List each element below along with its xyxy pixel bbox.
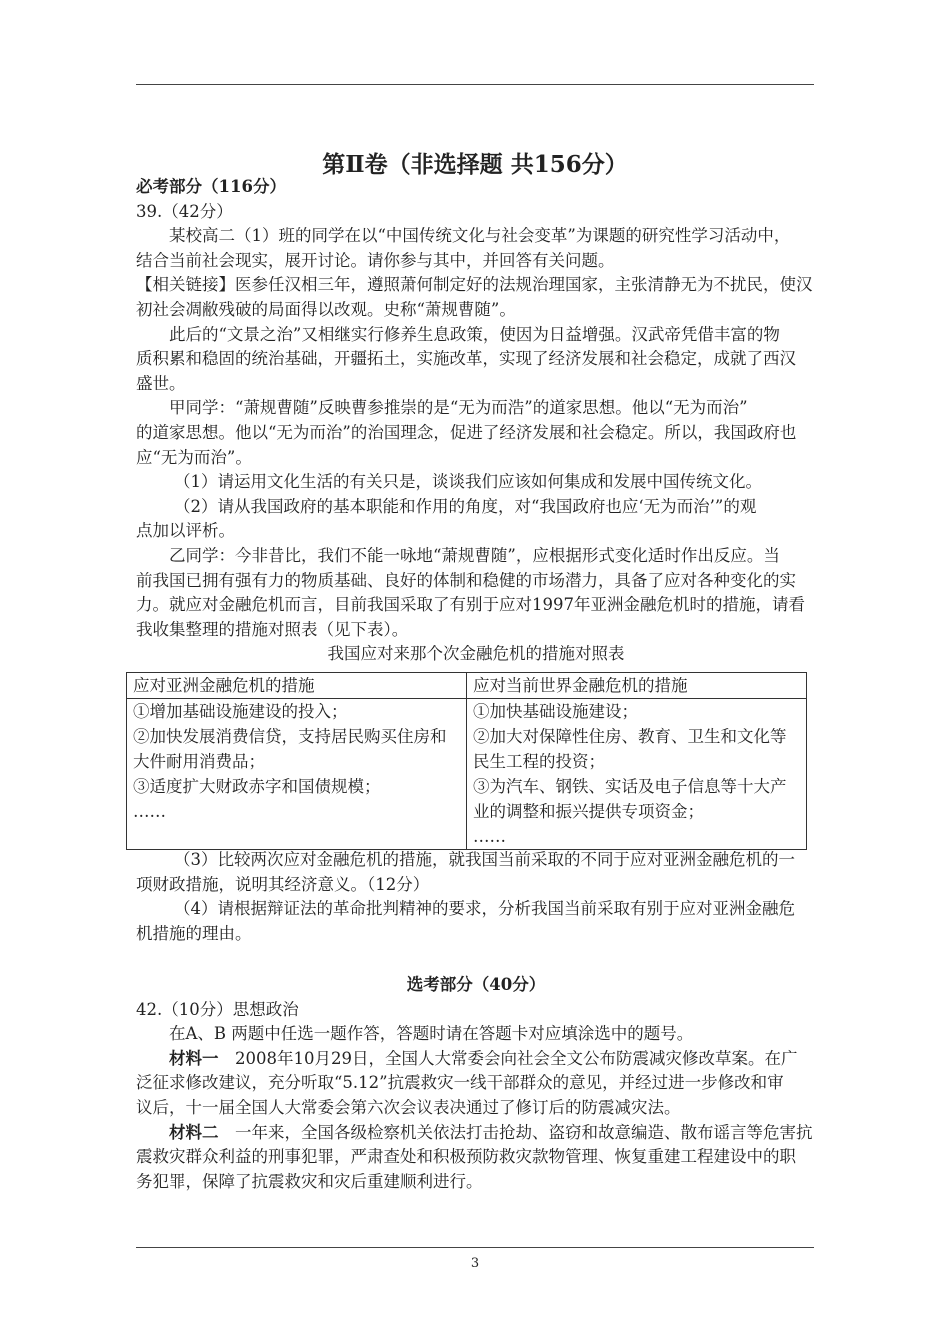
question-39-heading: 39.（42分） <box>136 201 233 221</box>
text-line: 甲同学：“萧规曹随”反映曹参推崇的是“无为而浩”的道家思想。他以“无为而治” <box>169 398 748 418</box>
section-heading: 必考部分（116分） <box>136 177 286 196</box>
page-number: 3 <box>470 1256 480 1271</box>
text-line: 【相关链接】医参任汉相三年，遵照萧何制定好的法规治理国家，主张清静无为不扰民，使汉 <box>136 275 813 295</box>
page-title: 第Ⅱ卷（非选择题 共156分） <box>322 151 628 178</box>
table-cell-asian-crisis <box>127 699 467 850</box>
elective-section <box>136 973 816 1194</box>
table-header <box>127 673 467 699</box>
cell-line: 业的调整和振兴提供专项资金； <box>473 802 704 821</box>
cell-line: …… <box>473 827 506 846</box>
material-1-label: 材料一 <box>169 1048 219 1068</box>
cell-line: ②加大对保障性住房、教育、卫生和文化等 <box>473 727 787 746</box>
text-line: 议后，十一届全国人大常委会第六次会议表决通过了修订后的防震减灾法。 <box>136 1097 681 1117</box>
table-caption: 我国应对来那个次金融危机的措施对照表 <box>327 644 625 664</box>
text-line: 项财政措施，说明其经济意义。（12分） <box>136 874 430 894</box>
cell-line: …… <box>133 802 166 821</box>
footer-rule <box>136 1247 814 1248</box>
cell-line: ①增加基础设施建设的投入； <box>133 702 348 721</box>
text-line: 2008年10月29日，全国人大常委会向社会全文公布防震减灾修改草案。在广 <box>235 1048 798 1068</box>
header-rule <box>136 84 814 85</box>
text-line: 初社会凋敝残破的局面得以改观。史称“萧规曹随”。 <box>136 299 516 319</box>
section-heading: 选考部分（40分） <box>406 975 546 994</box>
cell-line: ②加快发展消费信贷，支持居民购买住房和 <box>133 727 447 746</box>
header-text: 应对亚洲金融危机的措施 <box>133 676 315 695</box>
compulsory-section <box>136 175 816 667</box>
table-header <box>467 673 807 699</box>
text-line: 机措施的理由。 <box>136 923 252 943</box>
text-line: 盛世。 <box>136 373 186 393</box>
text-line: 乙同学：今非昔比，我们不能一咏地“萧规曹随”，应根据形式变化适时作出反应。当 <box>169 545 780 565</box>
text-line: 应“无为而治”。 <box>136 447 252 467</box>
text-line: 我收集整理的措施对照表（见下表）。 <box>136 619 409 639</box>
cell-line: ③为汽车、钢铁、实话及电子信息等十大产 <box>473 777 787 796</box>
sub-question-3: （3）比较两次应对金融危机的措施，就我国当前采取的不同于应对亚洲金融危机的一 <box>174 850 795 869</box>
table-cell-current-crisis <box>467 699 807 850</box>
sub-questions-3-4 <box>136 848 816 946</box>
cell-line: ①加快基础设施建设； <box>473 702 638 721</box>
text-line: 此后的“文景之治”又相继实行修养生息政策，使因为日益增强。汉武帝凭借丰富的物 <box>169 324 780 344</box>
comparison-table <box>126 672 807 850</box>
sub-question-4: （4）请根据辩证法的革命批判精神的要求，分析我国当前采取有别于应对亚洲金融危 <box>174 899 795 919</box>
text-line: 前我国已拥有强有力的物质基础、良好的体制和稳健的市场潜力，具备了应对各种变化的实 <box>136 570 796 590</box>
table-header-row <box>127 673 807 699</box>
text-line: 务犯罪，保障了抗震救灾和灾后重建顺利进行。 <box>136 1171 483 1191</box>
question-42-heading: 42.（10分）思想政治 <box>136 999 299 1019</box>
sub-question-1: （1）请运用文化生活的有关只是，谈谈我们应该如何集成和发展中国传统文化。 <box>174 472 762 492</box>
text-line: 震救灾群众利益的刑事犯罪，严肃查处和积极预防救灾款物管理、恢复重建工程建设中的职 <box>136 1147 796 1167</box>
table-row <box>127 699 807 850</box>
header-text: 应对当前世界金融危机的措施 <box>473 676 688 695</box>
text-line: 点加以评析。 <box>136 521 235 541</box>
cell-line: 民生工程的投资； <box>473 752 605 771</box>
text-line: 结合当前社会现实，展开讨论。请你参与其中，并回答有关问题。 <box>136 250 615 270</box>
cell-line: 大件耐用消费品； <box>133 752 265 771</box>
text-line: 力。就应对金融危机而言，目前我国采取了有别于应对1997年亚洲金融危机时的措施，请看 <box>136 595 805 615</box>
text-line: 泛征求修改建议，充分听取“5.12”抗震救灾一线干部群众的意见，并经过进一步修改和审 <box>136 1073 784 1093</box>
sub-question-2: （2）请从我国政府的基本职能和作用的角度，对“我国政府也应‘无为而治’”的观 <box>174 496 757 516</box>
text-line: 一年来，全国各级检察机关依法打击抢劫、盗窃和故意编造、散布谣言等危害抗 <box>235 1122 813 1142</box>
text-line: 质积累和稳固的统治基础，开疆拓土，实施改革，实现了经济发展和社会稳定，成就了西汉 <box>136 349 796 369</box>
text-line: 在A、B 两题中任选一题作答，答题时请在答题卡对应填涂选中的题号。 <box>169 1024 694 1044</box>
text-line: 某校高二（1）班的同学在以“中国传统文化与社会变革”为课题的研究性学习活动中， <box>169 226 791 246</box>
text-line: 的道家思想。他以“无为而治”的治国理念，促进了经济发展和社会稳定。所以，我国政府也 <box>136 422 797 442</box>
cell-line: ③适度扩大财政赤字和国债规模； <box>133 777 381 796</box>
material-2-label: 材料二 <box>169 1122 219 1142</box>
